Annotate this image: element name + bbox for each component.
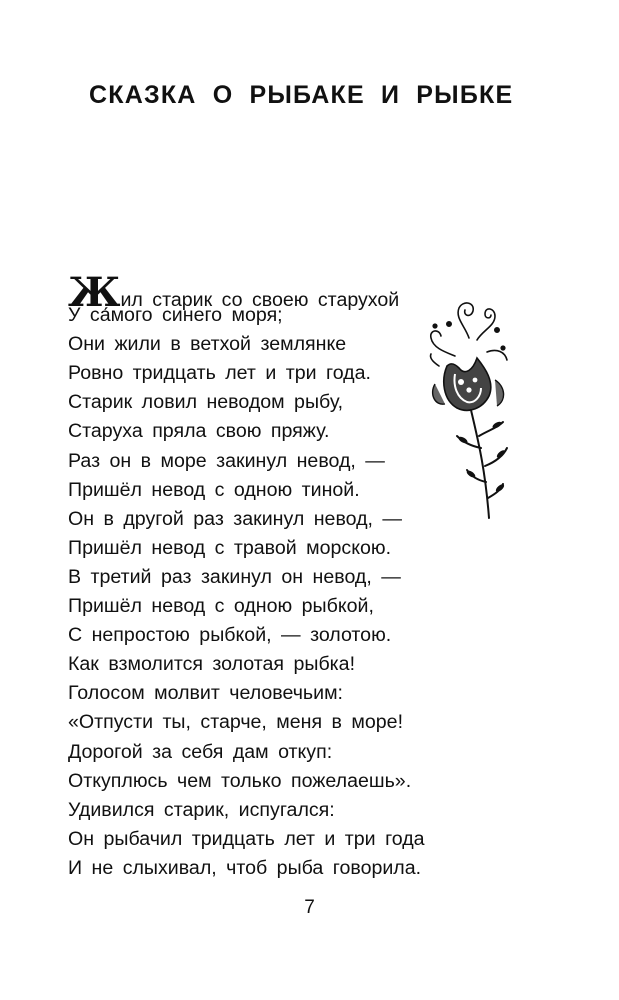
first-line-text: ил старик со своею старухой — [120, 289, 400, 311]
poem-line: Ровно тридцать лет и три года. — [68, 362, 371, 385]
poem-line: Голосом молвит человечьим: — [68, 682, 344, 705]
page-title: СКАЗКА О РЫБАКЕ И РЫБКЕ — [89, 81, 514, 109]
poem-line: Откуплюсь чем только пожелаешь». — [68, 769, 412, 792]
poem-line: Раз он в море закинул невод, — — [68, 449, 385, 472]
poem-line: Пришёл невод с одною рыбкой, — [68, 595, 374, 618]
poem-line: И не слыхивал, чтоб рыба говорила. — [68, 856, 422, 879]
poem-line: Он в другой раз закинул невод, — — [68, 507, 403, 530]
poem-line: Дорогой за себя дам откуп: — [68, 740, 333, 763]
poem-line: Старик ловил неводом рыбу, — [68, 391, 344, 414]
poem-line: Как взмолится золотая рыбка! — [68, 653, 356, 676]
page-number: 7 — [304, 897, 315, 918]
poem-line: Он рыбачил тридцать лет и три года — [68, 827, 425, 850]
poem-line: «Отпусти ты, старче, меня в море! — [68, 711, 404, 734]
poem-line: Старуха пряла свою пряжу. — [68, 420, 330, 443]
poem-line: Пришёл невод с травой морскою. — [68, 536, 392, 559]
poem-line: Пришёл невод с одною тиной. — [68, 478, 360, 501]
poem-line: В третий раз закинул он невод, — — [68, 565, 401, 588]
poem-line: С непростою рыбкой, — золотою. — [68, 624, 392, 647]
poem-line: У са́мого синего моря; — [68, 304, 283, 327]
floral-ornament-icon — [425, 296, 515, 521]
poem-line: Они жили в ветхой землянке — [68, 333, 347, 356]
drop-cap: Ж — [68, 269, 120, 316]
poem-line: Удивился старик, испугался: — [68, 798, 335, 821]
